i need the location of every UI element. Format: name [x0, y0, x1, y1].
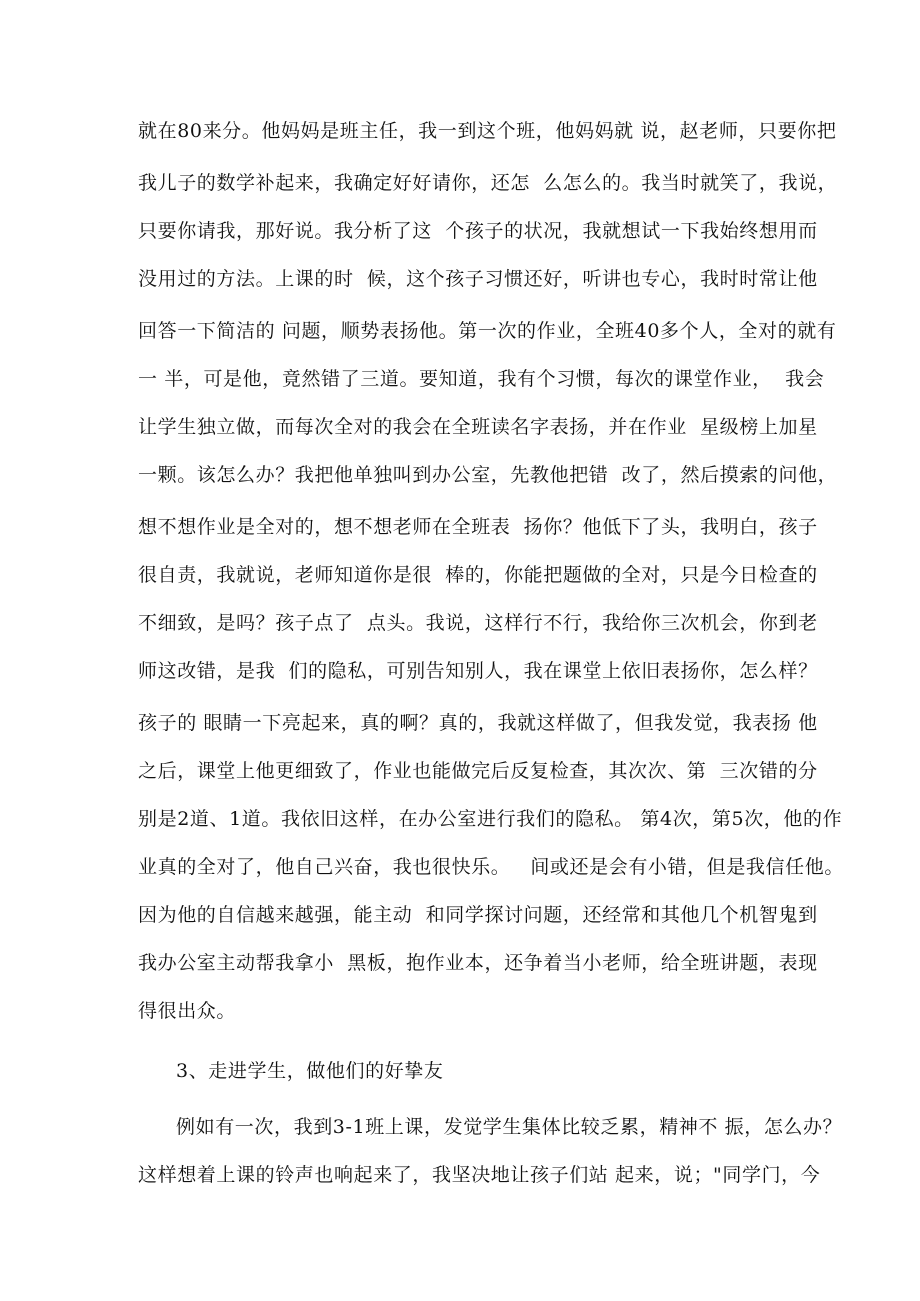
text-line: 没用过的方法。上课的时 候，这个孩子习惯还好，听讲也专心，我时时常让他 [138, 268, 818, 290]
text-line: 我办公室主动帮我拿小 黑板，抱作业本，还争着当小老师，给全班讲题，表现 [138, 952, 818, 974]
text-line: 孩子的 眼睛一下亮起来，真的啊？真的，我就这样做了，但我发觉，我表扬 他 [138, 712, 818, 734]
text-line: 想不想作业是全对的，想不想老师在全班表 扬你？他低下了头，我明白，孩子 [138, 516, 818, 538]
text-line: 师这改错，是我 们的隐私，可别告知别人，我在课堂上依旧表扬你，怎么样？ [138, 660, 818, 682]
text-line: 回答一下简洁的 问题，顺势表扬他。第一次的作业，全班40多个人，全对的就有 [138, 320, 837, 342]
text-line: 得很出众。 [138, 1000, 237, 1022]
text-line: 就在80来分。他妈妈是班主任，我一到这个班，他妈妈就 说，赵老师，只要你把 [138, 120, 837, 142]
text-line: 一颗。该怎么办？我把他单独叫到办公室，先教他把错 改了，然后摸索的问他， [138, 464, 838, 486]
text-line: 业真的全对了，他自己兴奋，我也很快乐。 间或还是会有小错，但是我信任他。 [138, 856, 844, 878]
text-line: 让学生独立做，而每次全对的我会在全班读名字表扬，并在作业 星级榜上加星 [138, 416, 818, 438]
text-line: 因为他的自信越来越强，能主动 和同学探讨问题，还经常和其他几个机智鬼到 [138, 904, 818, 926]
text-line: 别是2道、1道。我依旧这样，在办公室进行我们的隐私。 第4次，第5次，他的作 [138, 808, 843, 830]
text-line: 例如有一次，我到3-1班上课，发觉学生集体比较乏累，精神不 振，怎么办？ [176, 1116, 843, 1138]
text-line: 只要你请我，那好说。我分析了这 个孩子的状况，我就想试一下我始终想用而 [138, 220, 818, 242]
text-line: 这样想着上课的铃声也响起来了，我坚决地让孩子们站 起来，说；"同学门，今 [138, 1164, 821, 1186]
section-heading: 3、走进学生，做他们的好挚友 [176, 1060, 444, 1082]
text-line: 我儿子的数学补起来，我确定好好请你，还怎 么怎么的。我当时就笑了，我说， [138, 172, 838, 194]
text-line: 不细致，是吗？孩子点了 点头。我说，这样行不行，我给你三次机会，你到老 [138, 612, 818, 634]
text-line: 很自责，我就说，老师知道你是很 棒的，你能把题做的全对，只是今日检查的 [138, 564, 818, 586]
text-line: 一 半，可是他，竟然错了三道。要知道，我有个习惯，每次的课堂作业， 我会 [138, 368, 825, 390]
text-line: 之后，课堂上他更细致了，作业也能做完后反复检查，其次次、第 三次错的分 [138, 760, 818, 782]
